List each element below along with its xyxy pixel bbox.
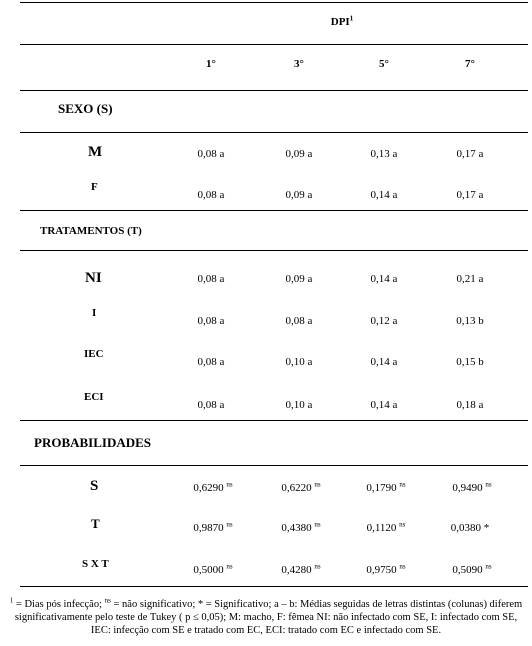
cell-eci-1: 0,08 a — [197, 399, 225, 411]
tratamentos-divider — [20, 250, 528, 251]
header-divider — [20, 44, 528, 45]
cell-ni-1: 0,08 a — [197, 273, 225, 285]
f-divider — [20, 210, 528, 211]
eci-divider — [20, 420, 528, 421]
columns-divider — [20, 90, 528, 91]
row-label-i: I — [92, 307, 97, 319]
cell-iec-1: 0,08 a — [197, 356, 225, 368]
cell-i-7: 0,13 b — [456, 315, 484, 327]
row-label-iec: IEC — [84, 348, 104, 360]
cell-ni-5: 0,14 a — [370, 273, 398, 285]
cell-t-1: 0,9870 $^{ns}$ — [193, 520, 233, 534]
row-label-eci: ECI — [84, 391, 104, 403]
cell-t-7: 0,0380 * — [450, 522, 490, 534]
cell-i-3: 0,08 a — [285, 315, 313, 327]
cell-m-3: 0,09 a — [285, 148, 313, 160]
cell-eci-5: 0,14 a — [370, 399, 398, 411]
cell-f-3: 0,09 a — [285, 189, 313, 201]
cell-f-7: 0,17 a — [456, 189, 484, 201]
cell-ni-3: 0,09 a — [285, 273, 313, 285]
row-label-s: S — [90, 478, 99, 494]
dpi-group-header: DPI$^1$ — [330, 14, 354, 28]
cell-iec-7: 0,15 b — [456, 356, 484, 368]
cell-f-1: 0,08 a — [197, 189, 225, 201]
cell-sxt-5: 0,9750 $^{ns}$ — [366, 562, 406, 576]
cell-ni-7: 0,21 a — [456, 273, 484, 285]
cell-iec-3: 0,10 a — [285, 356, 313, 368]
row-label-f: F — [91, 181, 98, 193]
cell-i-1: 0,08 a — [197, 315, 225, 327]
sexo-divider — [20, 132, 528, 133]
section-probabilidades: PROBABILIDADES — [34, 435, 152, 450]
cell-sxt-1: 0,5000 $^{ns}$ — [193, 562, 233, 576]
cell-i-5: 0,12 a — [370, 315, 398, 327]
row-label-ni: NI — [85, 270, 102, 286]
cell-t-3: 0,4380 $^{ns}$ — [281, 520, 321, 534]
cell-eci-7: 0,18 a — [456, 399, 484, 411]
cell-s-5: 0,1790 $^{ns}$ — [366, 480, 406, 494]
cell-t-5: 0,1120 $^{ns}$ — [366, 520, 406, 534]
row-label-sxt: S X T — [82, 558, 109, 570]
cell-f-5: 0,14 a — [370, 189, 398, 201]
col-header-day1: 1° — [206, 58, 216, 70]
cell-sxt-3: 0,4280 $^{ns}$ — [281, 562, 321, 576]
cell-m-5: 0,13 a — [370, 148, 398, 160]
cell-eci-3: 0,10 a — [285, 399, 313, 411]
col-header-day3: 3° — [294, 58, 304, 70]
cell-m-1: 0,08 a — [197, 148, 225, 160]
table-footnote: $^1$ = Dias pós infecção; $^{ns}$ = não significativo; * = Significativo; a – b: Médias seguidas de letras distintas (colunas) diferem significativamente pelo teste de Tukey ( p ≤ 0,05); M: macho, F: fêmea NI: não infectado com SE, I: infectado com SE, IEC: infecção com SE e tratado com EC, ECI: tratado com EC e infectado com SE. — [9, 596, 523, 636]
results-table — [20, 0, 528, 590]
section-sexo: SEXO (S) — [58, 101, 113, 116]
cell-s-1: 0,6290 $^{ns}$ — [193, 480, 233, 494]
col-header-day7: 7° — [465, 58, 475, 70]
probabilidades-divider — [20, 465, 528, 466]
cell-sxt-7: 0,5090 $^{ns}$ — [452, 562, 492, 576]
col-header-day5: 5° — [379, 58, 389, 70]
row-label-t: T — [91, 516, 100, 531]
table-top-border — [20, 2, 528, 3]
table-bottom-border — [20, 586, 528, 587]
cell-iec-5: 0,14 a — [370, 356, 398, 368]
cell-s-7: 0,9490 $^{ns}$ — [452, 480, 492, 494]
section-tratamentos: TRATAMENTOS (T) — [40, 225, 142, 237]
cell-s-3: 0,6220 $^{ns}$ — [281, 480, 321, 494]
row-label-m: M — [88, 144, 103, 160]
cell-m-7: 0,17 a — [456, 148, 484, 160]
